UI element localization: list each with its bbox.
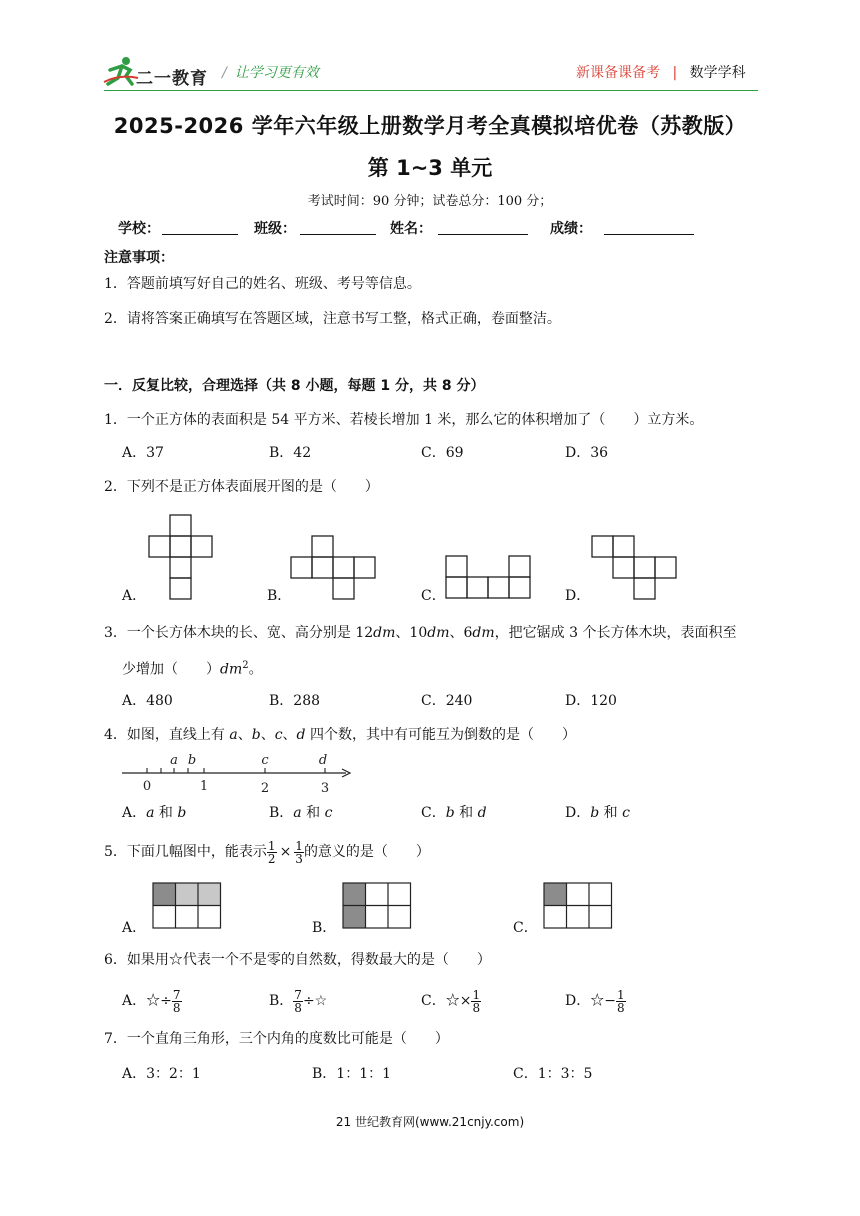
- header-tag-separator: |: [672, 65, 678, 81]
- number-line-tick-3: 3: [320, 781, 330, 796]
- q4-text-b: 四个数，其中有可能互为倒数的是（ ）: [305, 727, 576, 743]
- header-tag-left: 新课备课备考: [576, 65, 660, 81]
- q4-var: c: [274, 727, 283, 743]
- q6-option-a[interactable]: A．☆÷ $\frac{7}{8}$: [122, 987, 181, 1015]
- q5-text-a: 5．下面几幅图中，能表示: [104, 844, 267, 860]
- question-1-text: 1．一个正方体的表面积是 54 平方米、若棱长增加 1 米，那么它的体积增加了（ ）立方米。: [104, 412, 704, 428]
- question-3-line-1: [104, 623, 736, 643]
- q7-option-a[interactable]: A．3：2：1: [122, 1066, 201, 1082]
- notes-heading: 注意事项：: [104, 250, 174, 266]
- q3-unit: dm: [427, 625, 450, 641]
- q2-option-b[interactable]: B．: [267, 588, 292, 604]
- q3-text-a: 3．一个长方体木块的长、宽、高分别是 12: [104, 625, 374, 641]
- note-item: 1．答题前填写好自己的姓名、班级、考号等信息。: [104, 276, 421, 292]
- class-field[interactable]: [300, 234, 376, 235]
- question-3-line-2: [122, 656, 263, 680]
- q4-var: d: [296, 727, 306, 743]
- slogan-text: 让学习更有效: [234, 65, 319, 81]
- q4-text-a: 4．如图，直线上有: [104, 727, 230, 743]
- q1-option-b[interactable]: B．42: [269, 445, 312, 461]
- grid-figure-c: [543, 882, 613, 930]
- section-heading: 一．反复比较，合理选择（共 8 小题，每题 1 分，共 8 分）: [104, 378, 485, 394]
- class-label: 班级：: [254, 221, 296, 237]
- fraction-one-half: $\frac{1}{2}$: [267, 838, 276, 866]
- question-4-text: 4．如图，直线上有 a、b、c、d 四个数，其中有可能互为倒数的是（ ）: [104, 727, 576, 743]
- q1-option-a[interactable]: A．37: [122, 445, 164, 461]
- q3-unit: dm: [373, 625, 396, 641]
- q4-option-c[interactable]: C．b 和 d: [421, 805, 487, 821]
- logo-text: 二一教育: [136, 69, 208, 89]
- header-tag-right: 数学学科: [689, 65, 746, 81]
- question-7-text: 7．一个直角三角形，三个内角的度数比可能是（ ）: [104, 1031, 449, 1047]
- net-figure-c: [445, 555, 531, 601]
- q3-exponent: 2: [242, 660, 249, 671]
- school-label: 学校：: [118, 221, 160, 237]
- q3-text-sep1: 、10: [395, 625, 428, 641]
- q3-unit: dm: [472, 625, 495, 641]
- q6-option-b[interactable]: B． $\frac{7}{8}$ ÷☆: [269, 987, 328, 1015]
- name-label: 姓名：: [390, 221, 432, 237]
- q7-option-c[interactable]: C．1：3：5: [513, 1066, 593, 1082]
- score-field[interactable]: [604, 234, 694, 235]
- q3-text-b: ，把它锯成 3 个长方体木块，表面积至: [494, 625, 737, 641]
- slogan-slash: /: [222, 65, 227, 81]
- q6-option-c[interactable]: C．☆× $\frac{1}{8}$: [421, 987, 481, 1015]
- header-divider: [104, 90, 758, 91]
- question-5-text: [104, 836, 430, 868]
- student-fields: [118, 218, 718, 240]
- number-line-label-b: b: [187, 753, 197, 768]
- q3-option-b[interactable]: B．288: [269, 693, 321, 709]
- number-line-label-d: d: [318, 753, 328, 768]
- q3-text-d: 。: [248, 661, 263, 678]
- q3-option-c[interactable]: C．240: [421, 693, 473, 709]
- name-field[interactable]: [438, 234, 528, 235]
- q5-option-c[interactable]: C．: [513, 920, 538, 936]
- header-tags: [576, 62, 746, 82]
- q3-option-a[interactable]: A．480: [122, 693, 173, 709]
- q3-text-sep2: 、6: [449, 625, 473, 641]
- grid-figure-a: [152, 882, 222, 930]
- question-6-text: 6．如果用☆代表一个不是零的自然数，得数最大的是（ ）: [104, 952, 491, 968]
- page-footer: 21 世纪教育网(www.21cnjy.com): [335, 1115, 525, 1129]
- exam-info: 考试时间：90 分钟；试卷总分：100 分；: [307, 194, 553, 209]
- q2-option-c[interactable]: C．: [421, 588, 446, 604]
- number-line-tick-1: 1: [199, 779, 209, 794]
- times-sign: ×: [279, 844, 292, 860]
- slogan: [222, 62, 319, 82]
- number-line: [122, 752, 352, 796]
- note-item: 2．请将答案正确填写在答题区域，注意书写工整，格式正确，卷面整洁。: [104, 311, 561, 327]
- number-line-tick-0: 0: [142, 779, 152, 794]
- q3-text-c: 少增加（ ）: [122, 661, 220, 678]
- runner-logo-icon: [104, 56, 138, 88]
- net-figure-d: [591, 535, 677, 601]
- q7-option-b[interactable]: B．1：1：1: [312, 1066, 392, 1082]
- q2-option-d[interactable]: D．: [565, 588, 591, 604]
- net-figure-b: [290, 535, 376, 601]
- q4-option-a[interactable]: A．a 和 b: [122, 805, 187, 821]
- q4-var: b: [251, 727, 261, 743]
- q4-option-b[interactable]: B．a 和 c: [269, 805, 333, 821]
- q5-option-a[interactable]: A．: [122, 920, 147, 936]
- q2-option-a[interactable]: A．: [122, 588, 147, 604]
- header-logo: [104, 56, 214, 90]
- number-line-label-c: c: [261, 753, 269, 768]
- q3-option-d[interactable]: D．120: [565, 693, 617, 709]
- q1-option-c[interactable]: C．69: [421, 445, 464, 461]
- q4-var: a: [229, 727, 238, 743]
- number-line-label-a: a: [170, 753, 178, 768]
- q5-text-b: 的意义的是（ ）: [303, 844, 430, 860]
- q6-option-d[interactable]: D．☆− $\frac{1}{8}$: [565, 987, 625, 1015]
- school-field[interactable]: [162, 234, 238, 235]
- q4-option-d[interactable]: D．b 和 c: [565, 805, 630, 821]
- page-title: 2025-2026 学年六年级上册数学月考全真模拟培优卷（苏教版）: [113, 114, 747, 138]
- score-label: 成绩：: [550, 221, 592, 237]
- q3-unit: dm: [220, 661, 243, 678]
- net-figure-a: [148, 514, 214, 602]
- q5-option-b[interactable]: B．: [312, 920, 337, 936]
- number-line-tick-2: 2: [260, 781, 270, 796]
- q1-option-d[interactable]: D．36: [565, 445, 609, 461]
- fraction-one-third: $\frac{1}{3}$: [295, 838, 303, 866]
- question-2-text: 2．下列不是正方体表面展开图的是（ ）: [104, 479, 379, 495]
- page-subtitle: 第 1~3 单元: [367, 156, 493, 180]
- grid-figure-b: [342, 882, 412, 930]
